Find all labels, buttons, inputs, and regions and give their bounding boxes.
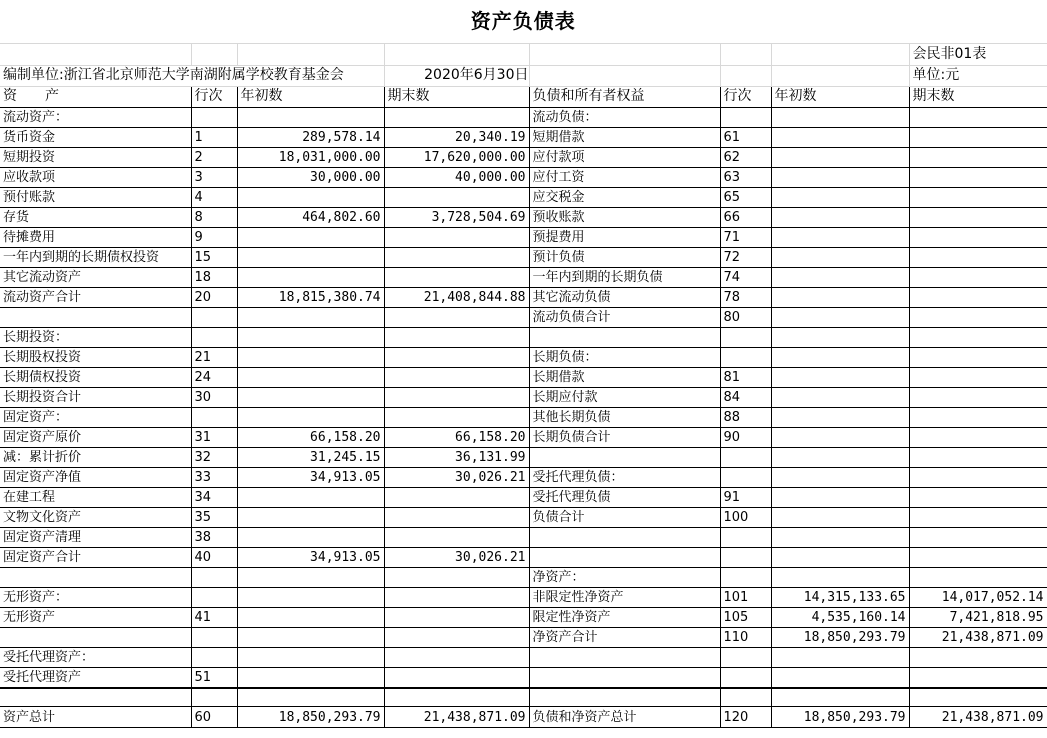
asset-begin-value: 34,913.05 [237, 547, 384, 567]
asset-begin-value: 289,578.14 [237, 127, 384, 147]
asset-begin-value [237, 347, 384, 367]
table-row [0, 407, 1047, 427]
asset-begin-value [237, 627, 384, 647]
asset-item: 长期股权投资 [0, 347, 191, 367]
asset-begin-value [237, 107, 384, 127]
asset-item: 固定资产合计 [0, 547, 191, 567]
header-line-no: 行次 [191, 86, 237, 107]
table-row [0, 127, 1047, 147]
liability-end-value [909, 227, 1047, 247]
table-row [0, 527, 1047, 547]
asset-end-value [384, 387, 529, 407]
liability-end-value [909, 547, 1047, 567]
liability-end-value [909, 207, 1047, 227]
liability-begin-value [771, 407, 909, 427]
asset-total-label: 资产总计 [0, 707, 191, 728]
asset-line-no [191, 307, 237, 327]
liability-end-value [909, 487, 1047, 507]
asset-begin-value [237, 367, 384, 387]
liability-end-value [909, 647, 1047, 667]
table-row [0, 667, 1047, 688]
liab-total-line-no: 120 [720, 707, 771, 728]
liability-end-value [909, 467, 1047, 487]
table-row [0, 107, 1047, 127]
liability-line-no: 110 [720, 627, 771, 647]
liability-begin-value [771, 427, 909, 447]
asset-end-value: 20,340.19 [384, 127, 529, 147]
asset-item: 无形资产 [0, 607, 191, 627]
liability-begin-value [771, 207, 909, 227]
liability-begin-value [771, 167, 909, 187]
header-end-2: 期末数 [909, 86, 1047, 107]
liability-begin-value [771, 347, 909, 367]
unit-label: 单位:元 [909, 65, 1047, 86]
table-row [0, 447, 1047, 467]
table-row [0, 327, 1047, 347]
asset-begin-value: 464,802.60 [237, 207, 384, 227]
liability-end-value [909, 147, 1047, 167]
asset-item: 固定资产清理 [0, 527, 191, 547]
liability-item [529, 667, 720, 688]
liability-item: 短期借款 [529, 127, 720, 147]
asset-item: 应收款项 [0, 167, 191, 187]
asset-item: 受托代理资产 [0, 667, 191, 688]
liability-line-no [720, 547, 771, 567]
table-row [0, 587, 1047, 607]
asset-begin-value: 18,815,380.74 [237, 287, 384, 307]
liability-end-value [909, 307, 1047, 327]
table-row [0, 267, 1047, 287]
liability-line-no: 78 [720, 287, 771, 307]
liability-line-no: 81 [720, 367, 771, 387]
liability-end-value [909, 527, 1047, 547]
liability-item: 应付款项 [529, 147, 720, 167]
asset-line-no [191, 107, 237, 127]
asset-line-no: 15 [191, 247, 237, 267]
liability-begin-value [771, 247, 909, 267]
liability-line-no: 91 [720, 487, 771, 507]
asset-item: 流动资产： [0, 107, 191, 127]
asset-item: 长期投资合计 [0, 387, 191, 407]
asset-line-no [191, 647, 237, 667]
asset-item: 流动资产合计 [0, 287, 191, 307]
liability-item: 受托代理负债： [529, 467, 720, 487]
liability-item: 应付工资 [529, 167, 720, 187]
liability-item [529, 547, 720, 567]
liability-line-no [720, 447, 771, 467]
asset-begin-value [237, 527, 384, 547]
liability-begin-value [771, 147, 909, 167]
liability-item: 非限定性净资产 [529, 587, 720, 607]
liability-item: 其它流动负债 [529, 287, 720, 307]
liability-item: 负债合计 [529, 507, 720, 527]
asset-item: 长期债权投资 [0, 367, 191, 387]
asset-begin-value [237, 667, 384, 688]
header-liab: 负债和所有者权益 [529, 86, 720, 107]
liability-line-no [720, 667, 771, 688]
table-row [0, 467, 1047, 487]
liability-item: 预收账款 [529, 207, 720, 227]
liability-begin-value [771, 667, 909, 688]
asset-line-no: 41 [191, 607, 237, 627]
asset-begin-value [237, 267, 384, 287]
liability-line-no: 105 [720, 607, 771, 627]
liability-line-no: 84 [720, 387, 771, 407]
asset-end-value: 3,728,504.69 [384, 207, 529, 227]
liability-end-value [909, 407, 1047, 427]
asset-line-no: 18 [191, 267, 237, 287]
asset-total-begin: 18,850,293.79 [237, 707, 384, 728]
asset-end-value [384, 327, 529, 347]
asset-begin-value: 31,245.15 [237, 447, 384, 467]
liability-end-value: 21,438,871.09 [909, 627, 1047, 647]
asset-end-value [384, 267, 529, 287]
spacer-row [0, 688, 1047, 707]
asset-end-value: 21,408,844.88 [384, 287, 529, 307]
liability-begin-value [771, 487, 909, 507]
liability-item: 流动负债合计 [529, 307, 720, 327]
liability-item: 一年内到期的长期负债 [529, 267, 720, 287]
asset-line-no: 34 [191, 487, 237, 507]
liability-end-value [909, 347, 1047, 367]
liability-end-value [909, 247, 1047, 267]
asset-item: 减：累计折价 [0, 447, 191, 467]
sheet-title: 资产负债表 [0, 0, 1047, 43]
asset-begin-value [237, 567, 384, 587]
liability-item: 长期负债： [529, 347, 720, 367]
asset-begin-value [237, 507, 384, 527]
asset-end-value: 17,620,000.00 [384, 147, 529, 167]
asset-begin-value [237, 247, 384, 267]
liability-begin-value [771, 307, 909, 327]
liability-item: 预提费用 [529, 227, 720, 247]
asset-end-value [384, 567, 529, 587]
liability-line-no: 63 [720, 167, 771, 187]
asset-item: 长期投资： [0, 327, 191, 347]
asset-begin-value: 66,158.20 [237, 427, 384, 447]
liability-end-value [909, 267, 1047, 287]
table-row [0, 207, 1047, 227]
asset-item: 固定资产： [0, 407, 191, 427]
liab-total-label: 负债和净资产总计 [529, 707, 720, 728]
liability-line-no: 101 [720, 587, 771, 607]
liability-line-no: 100 [720, 507, 771, 527]
header-begin-2: 年初数 [771, 86, 909, 107]
form-code: 会民非01表 [909, 43, 1047, 65]
liability-line-no: 74 [720, 267, 771, 287]
asset-begin-value [237, 407, 384, 427]
table-row [0, 507, 1047, 527]
asset-total-line-no: 60 [191, 707, 237, 728]
liability-line-no [720, 467, 771, 487]
liability-begin-value [771, 187, 909, 207]
asset-end-value [384, 527, 529, 547]
liability-end-value [909, 507, 1047, 527]
table-row [0, 547, 1047, 567]
asset-end-value [384, 627, 529, 647]
asset-begin-value: 18,031,000.00 [237, 147, 384, 167]
liability-begin-value [771, 107, 909, 127]
liability-line-no: 66 [720, 207, 771, 227]
asset-item [0, 567, 191, 587]
asset-item: 无形资产： [0, 587, 191, 607]
liability-item: 长期负债合计 [529, 427, 720, 447]
total-row [0, 707, 1047, 728]
liability-item: 净资产合计 [529, 627, 720, 647]
asset-end-value [384, 667, 529, 688]
asset-item: 其它流动资产 [0, 267, 191, 287]
liability-begin-value [771, 447, 909, 467]
asset-line-no: 24 [191, 367, 237, 387]
liability-end-value [909, 327, 1047, 347]
asset-end-value [384, 587, 529, 607]
liability-begin-value [771, 507, 909, 527]
asset-line-no [191, 407, 237, 427]
asset-begin-value [237, 187, 384, 207]
table-row [0, 307, 1047, 327]
liability-item: 流动负债： [529, 107, 720, 127]
liability-item: 预计负债 [529, 247, 720, 267]
liability-begin-value [771, 367, 909, 387]
asset-item: 文物文化资产 [0, 507, 191, 527]
header-begin: 年初数 [237, 86, 384, 107]
asset-line-no: 3 [191, 167, 237, 187]
asset-end-value [384, 307, 529, 327]
asset-line-no: 8 [191, 207, 237, 227]
table-row [0, 487, 1047, 507]
liability-line-no [720, 567, 771, 587]
asset-begin-value [237, 227, 384, 247]
table-row [0, 387, 1047, 407]
table-row [0, 627, 1047, 647]
asset-end-value: 66,158.20 [384, 427, 529, 447]
liability-end-value [909, 567, 1047, 587]
liability-item [529, 527, 720, 547]
asset-line-no [191, 587, 237, 607]
liability-item [529, 327, 720, 347]
liability-line-no: 61 [720, 127, 771, 147]
liability-begin-value [771, 547, 909, 567]
asset-end-value [384, 227, 529, 247]
asset-item: 一年内到期的长期债权投资 [0, 247, 191, 267]
liability-begin-value [771, 267, 909, 287]
table-row [0, 427, 1047, 447]
liability-end-value [909, 107, 1047, 127]
liability-line-no [720, 327, 771, 347]
asset-end-value: 36,131.99 [384, 447, 529, 467]
liability-item: 长期借款 [529, 367, 720, 387]
liability-line-no: 80 [720, 307, 771, 327]
table-row [0, 647, 1047, 667]
asset-line-no: 30 [191, 387, 237, 407]
liab-total-begin: 18,850,293.79 [771, 707, 909, 728]
liability-item: 限定性净资产 [529, 607, 720, 627]
table-row [0, 367, 1047, 387]
header-end: 期末数 [384, 86, 529, 107]
asset-line-no [191, 567, 237, 587]
liability-begin-value [771, 327, 909, 347]
liability-line-no: 88 [720, 407, 771, 427]
asset-end-value [384, 107, 529, 127]
table-row [0, 227, 1047, 247]
liability-item: 受托代理负债 [529, 487, 720, 507]
asset-end-value: 30,026.21 [384, 547, 529, 567]
asset-line-no [191, 627, 237, 647]
asset-line-no: 2 [191, 147, 237, 167]
asset-begin-value [237, 327, 384, 347]
table-row [0, 167, 1047, 187]
asset-line-no: 21 [191, 347, 237, 367]
asset-line-no: 20 [191, 287, 237, 307]
header-asset: 资 产 [0, 86, 191, 107]
asset-total-end: 21,438,871.09 [384, 707, 529, 728]
asset-end-value: 30,026.21 [384, 467, 529, 487]
asset-item [0, 307, 191, 327]
liability-begin-value [771, 387, 909, 407]
asset-begin-value: 30,000.00 [237, 167, 384, 187]
table-row [0, 287, 1047, 307]
table-row [0, 567, 1047, 587]
liability-end-value [909, 387, 1047, 407]
asset-item: 存货 [0, 207, 191, 227]
table-row [0, 347, 1047, 367]
asset-item: 固定资产净值 [0, 467, 191, 487]
liability-begin-value [771, 127, 909, 147]
asset-item [0, 627, 191, 647]
asset-line-no: 35 [191, 507, 237, 527]
asset-begin-value [237, 647, 384, 667]
liability-begin-value [771, 647, 909, 667]
asset-begin-value: 34,913.05 [237, 467, 384, 487]
liability-begin-value: 4,535,160.14 [771, 607, 909, 627]
liability-line-no [720, 347, 771, 367]
asset-end-value [384, 487, 529, 507]
report-date: 2020年6月30日 [384, 65, 529, 86]
liability-item [529, 447, 720, 467]
liability-line-no: 65 [720, 187, 771, 207]
liability-begin-value: 18,850,293.79 [771, 627, 909, 647]
asset-line-no: 40 [191, 547, 237, 567]
liability-begin-value: 14,315,133.65 [771, 587, 909, 607]
asset-begin-value [237, 487, 384, 507]
liability-item: 其他长期负债 [529, 407, 720, 427]
asset-item: 待摊费用 [0, 227, 191, 247]
asset-item: 受托代理资产： [0, 647, 191, 667]
liability-begin-value [771, 227, 909, 247]
asset-line-no: 51 [191, 667, 237, 688]
asset-item: 货币资金 [0, 127, 191, 147]
liability-end-value [909, 287, 1047, 307]
asset-item: 预付账款 [0, 187, 191, 207]
liability-end-value [909, 167, 1047, 187]
asset-begin-value [237, 387, 384, 407]
asset-item: 短期投资 [0, 147, 191, 167]
liability-item: 应交税金 [529, 187, 720, 207]
asset-end-value [384, 367, 529, 387]
asset-begin-value [237, 307, 384, 327]
asset-line-no: 31 [191, 427, 237, 447]
asset-item: 固定资产原价 [0, 427, 191, 447]
liability-item: 净资产： [529, 567, 720, 587]
liability-end-value [909, 187, 1047, 207]
asset-end-value: 40,000.00 [384, 167, 529, 187]
liability-line-no: 71 [720, 227, 771, 247]
liability-line-no: 72 [720, 247, 771, 267]
liability-line-no: 62 [720, 147, 771, 167]
asset-line-no: 33 [191, 467, 237, 487]
liability-line-no [720, 647, 771, 667]
asset-end-value [384, 247, 529, 267]
liability-begin-value [771, 527, 909, 547]
org-label: 编制单位:浙江省北京师范大学南湖附属学校教育基金会 [0, 65, 384, 86]
liability-end-value [909, 427, 1047, 447]
asset-begin-value [237, 587, 384, 607]
liability-begin-value [771, 287, 909, 307]
liability-line-no: 90 [720, 427, 771, 447]
table-row [0, 147, 1047, 167]
asset-end-value [384, 347, 529, 367]
asset-line-no: 1 [191, 127, 237, 147]
table-row [0, 187, 1047, 207]
liability-item [529, 647, 720, 667]
asset-line-no: 38 [191, 527, 237, 547]
asset-line-no [191, 327, 237, 347]
liability-end-value [909, 367, 1047, 387]
liability-line-no [720, 527, 771, 547]
asset-end-value [384, 647, 529, 667]
liability-begin-value [771, 467, 909, 487]
header-line-no-2: 行次 [720, 86, 771, 107]
asset-line-no: 9 [191, 227, 237, 247]
liability-end-value: 7,421,818.95 [909, 607, 1047, 627]
column-header-row [0, 86, 1047, 107]
liability-end-value [909, 127, 1047, 147]
asset-line-no: 32 [191, 447, 237, 467]
asset-end-value [384, 407, 529, 427]
liability-item: 长期应付款 [529, 387, 720, 407]
liability-end-value: 14,017,052.14 [909, 587, 1047, 607]
asset-begin-value [237, 607, 384, 627]
liability-end-value [909, 667, 1047, 688]
liability-end-value [909, 447, 1047, 467]
asset-end-value [384, 507, 529, 527]
asset-item: 在建工程 [0, 487, 191, 507]
table-row [0, 607, 1047, 627]
asset-end-value [384, 187, 529, 207]
liab-total-end: 21,438,871.09 [909, 707, 1047, 728]
asset-line-no: 4 [191, 187, 237, 207]
liability-line-no [720, 107, 771, 127]
asset-end-value [384, 607, 529, 627]
table-row [0, 247, 1047, 267]
liability-begin-value [771, 567, 909, 587]
